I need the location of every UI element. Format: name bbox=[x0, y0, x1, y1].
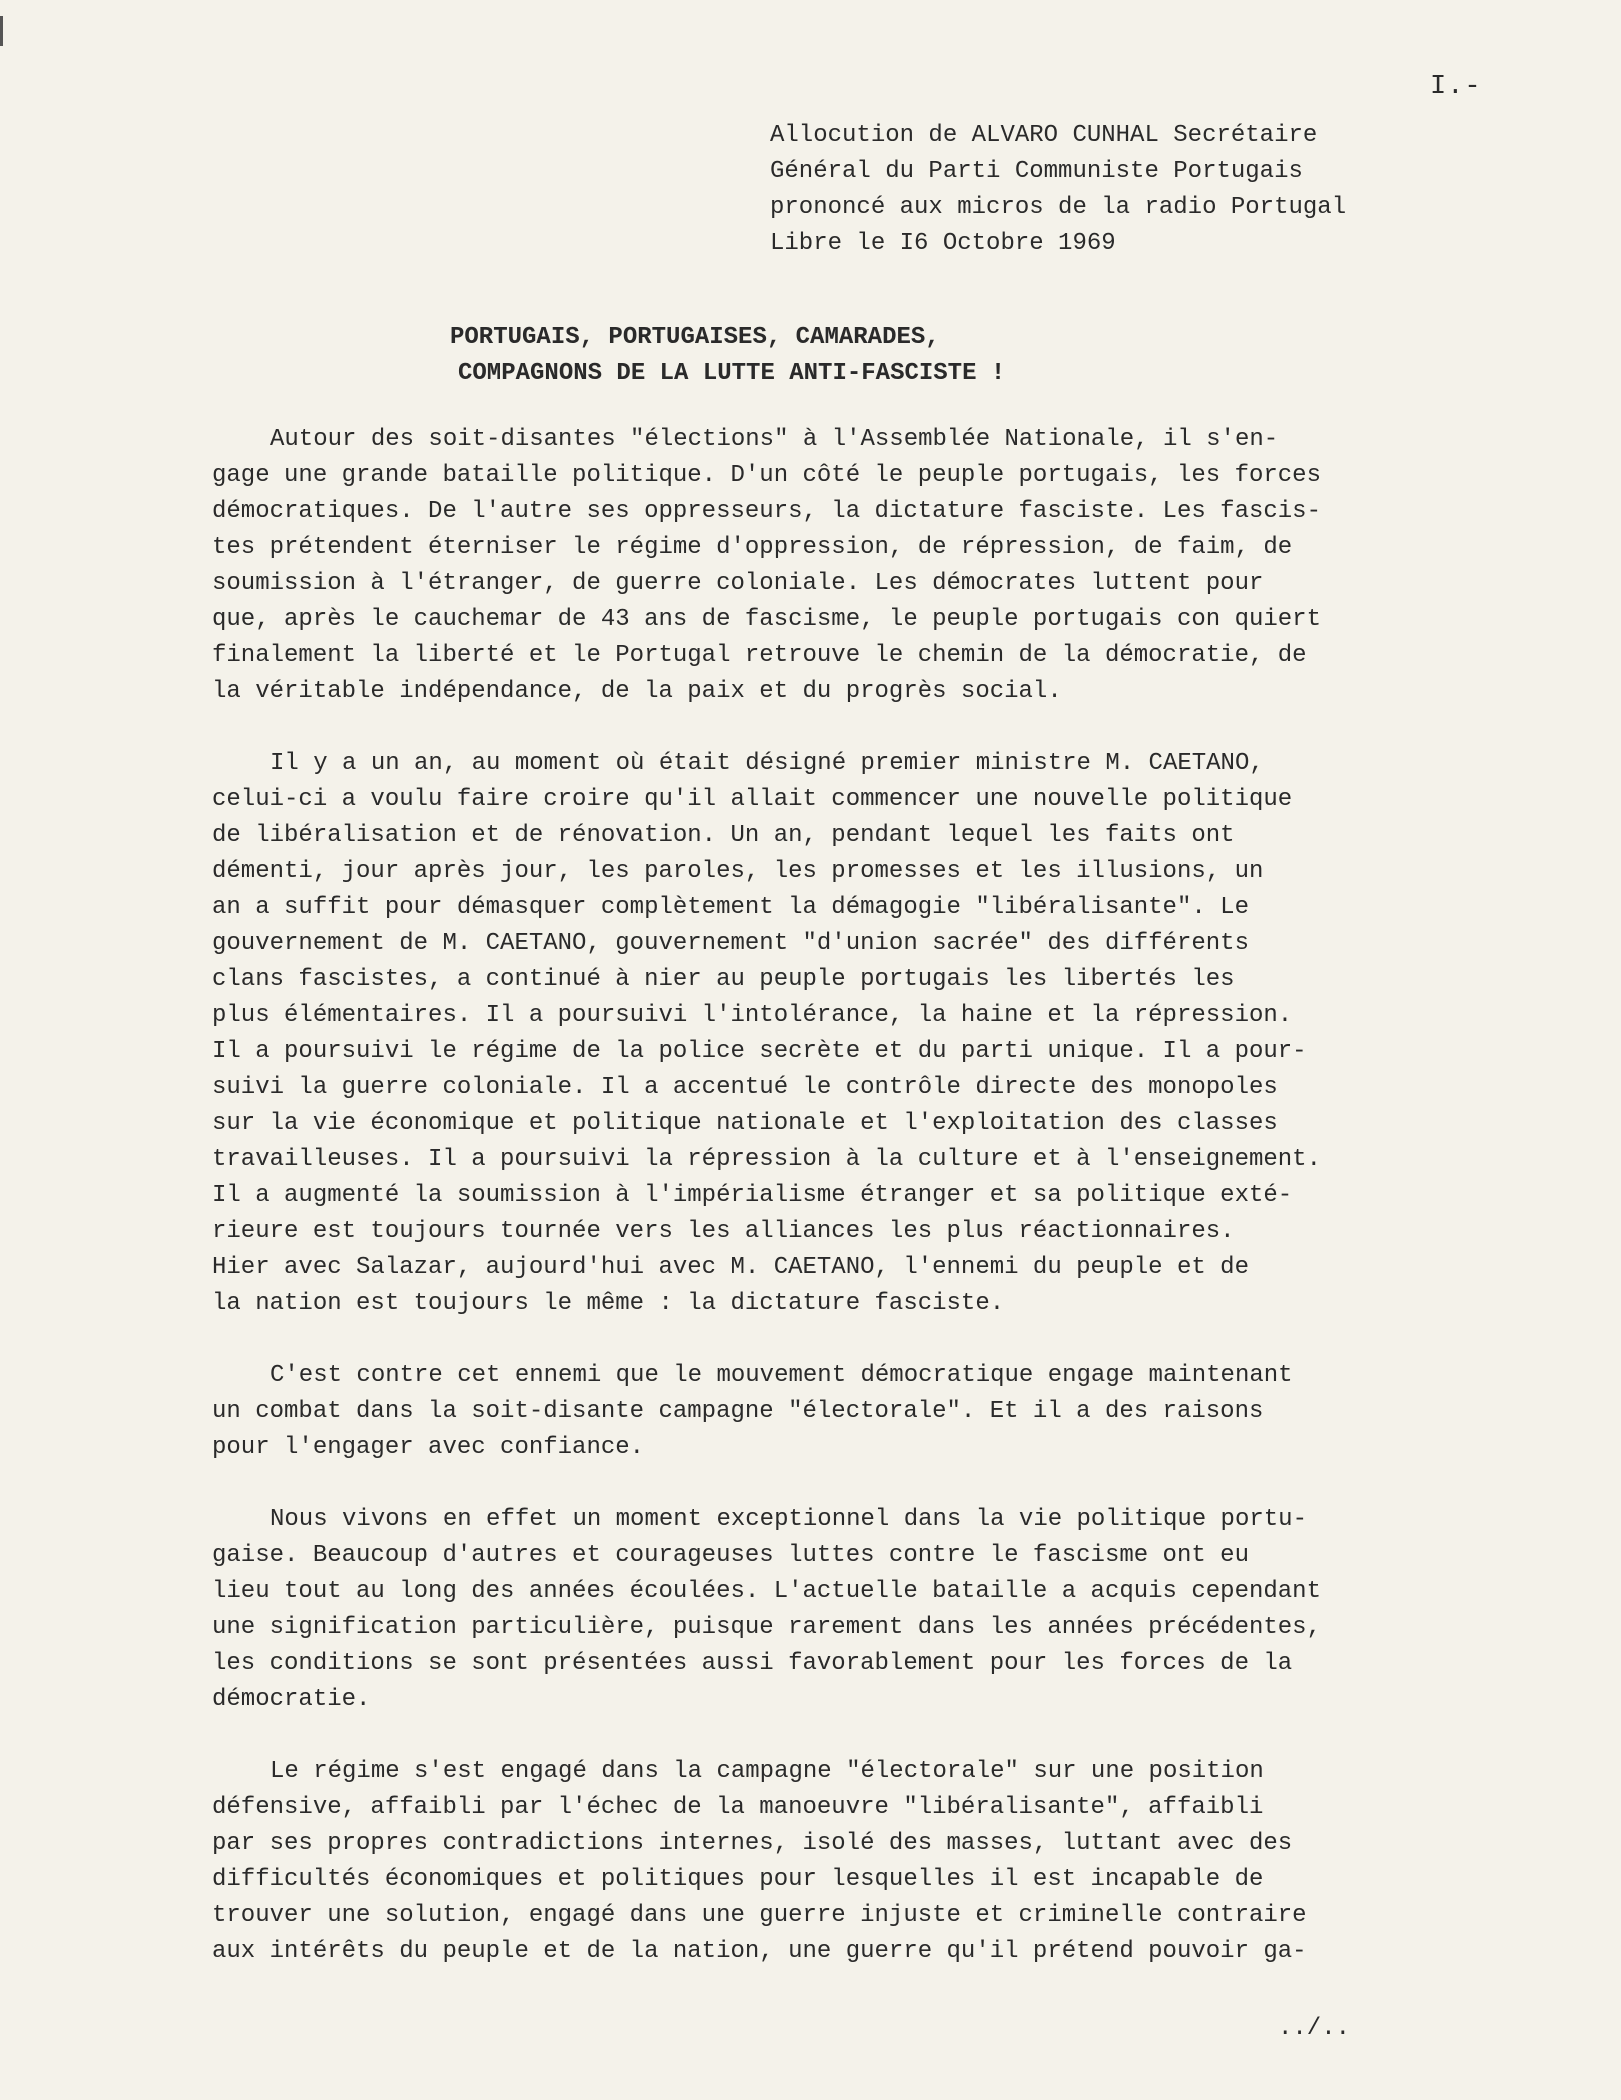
continuation-mark: ../.. bbox=[1278, 2015, 1351, 2042]
text-line: soumission à l'étranger, de guerre coloniale. Les démocrates luttent pour bbox=[212, 570, 1264, 597]
text-line: de libéralisation et de rénovation. Un an, pendant lequel les faits ont bbox=[212, 822, 1235, 849]
text-line: un combat dans la soit-disante campagne "électorale". Et il a des raisons bbox=[212, 1398, 1264, 1425]
text-line: celui-ci a voulu faire croire qu'il allait commencer une nouvelle politique bbox=[212, 786, 1293, 813]
text-line: plus élémentaires. Il a poursuivi l'intolérance, la haine et la répression. bbox=[212, 1002, 1293, 1029]
header-line: Libre le I6 Octobre 1969 bbox=[770, 230, 1116, 257]
paragraph bbox=[212, 422, 1452, 710]
paragraph bbox=[212, 746, 1452, 1322]
text-line: Il y a un an, au moment où était désigné premier ministre M. CAETANO, bbox=[270, 750, 1264, 777]
text-line: par ses propres contradictions internes, isolé des masses, luttant avec des bbox=[212, 1830, 1293, 1857]
text-line: pour l'engager avec confiance. bbox=[212, 1434, 645, 1461]
paragraph bbox=[212, 1358, 1452, 1466]
text-line: que, après le cauchemar de 43 ans de fascisme, le peuple portugais con quiert bbox=[212, 606, 1321, 633]
text-line: C'est contre cet ennemi que le mouvement démocratique engage maintenant bbox=[270, 1362, 1293, 1389]
text-line: Il a poursuivi le régime de la police secrète et du parti unique. Il a pour- bbox=[212, 1038, 1307, 1065]
text-line: finalement la liberté et le Portugal retrouve le chemin de la démocratie, de bbox=[212, 642, 1307, 669]
text-line: lieu tout au long des années écoulées. L'actuelle bataille a acquis cependant bbox=[212, 1578, 1321, 1605]
text-line: démenti, jour après jour, les paroles, les promesses et les illusions, un bbox=[212, 858, 1264, 885]
text-line: rieure est toujours tournée vers les alliances les plus réactionnaires. bbox=[212, 1218, 1235, 1245]
salutation-line: PORTUGAIS, PORTUGAISES, CAMARADES, bbox=[450, 324, 940, 351]
salutation bbox=[450, 320, 1350, 392]
text-line: Autour des soit-disantes "élections" à l'Assemblée Nationale, il s'en- bbox=[270, 426, 1279, 453]
text-line: Il a augmenté la soumission à l'impérialisme étranger et sa politique exté- bbox=[212, 1182, 1293, 1209]
text-line: démocratie. bbox=[212, 1686, 371, 1713]
text-line: clans fascistes, a continué à nier au peuple portugais les libertés les bbox=[212, 966, 1235, 993]
header-line: Allocution de ALVARO CUNHAL Secrétaire bbox=[770, 122, 1318, 149]
text-line: difficultés économiques et politiques pour lesquelles il est incapable de bbox=[212, 1866, 1264, 1893]
text-line: Nous vivons en effet un moment exceptionnel dans la vie politique portu- bbox=[270, 1506, 1307, 1533]
header-line: prononcé aux micros de la radio Portugal bbox=[770, 194, 1347, 221]
text-line: gouvernement de M. CAETANO, gouvernement "d'union sacrée" des différents bbox=[212, 930, 1249, 957]
text-line: la nation est toujours le même : la dictature fasciste. bbox=[212, 1290, 1005, 1317]
text-line: aux intérêts du peuple et de la nation, une guerre qu'il prétend pouvoir ga- bbox=[212, 1938, 1307, 1965]
text-line: une signification particulière, puisque rarement dans les années précédentes, bbox=[212, 1614, 1321, 1641]
text-line: an a suffit pour démasquer complètement la démagogie "libéralisante". Le bbox=[212, 894, 1249, 921]
text-line: défensive, affaibli par l'échec de la manoeuvre "libéralisante", affaibli bbox=[212, 1794, 1264, 1821]
text-line: tes prétendent éterniser le régime d'oppression, de répression, de faim, de bbox=[212, 534, 1293, 561]
edge-mark bbox=[0, 16, 3, 46]
text-line: les conditions se sont présentées aussi favorablement pour les forces de la bbox=[212, 1650, 1293, 1677]
body-text bbox=[212, 422, 1452, 2006]
text-line: travailleuses. Il a poursuivi la répression à la culture et à l'enseignement. bbox=[212, 1146, 1321, 1173]
text-line: sur la vie économique et politique nationale et l'exploitation des classes bbox=[212, 1110, 1278, 1137]
text-line: Le régime s'est engagé dans la campagne "électorale" sur une position bbox=[270, 1758, 1264, 1785]
text-line: trouver une solution, engagé dans une guerre injuste et criminelle contraire bbox=[212, 1902, 1307, 1929]
text-line: Hier avec Salazar, aujourd'hui avec M. CAETANO, l'ennemi du peuple et de bbox=[212, 1254, 1249, 1281]
text-line: gage une grande bataille politique. D'un côté le peuple portugais, les forces bbox=[212, 462, 1321, 489]
text-line: suivi la guerre coloniale. Il a accentué le contrôle directe des monopoles bbox=[212, 1074, 1278, 1101]
paragraph bbox=[212, 1754, 1452, 1970]
page-number: I.- bbox=[1430, 72, 1482, 102]
paragraph bbox=[212, 1502, 1452, 1718]
text-line: la véritable indépendance, de la paix et du progrès social. bbox=[212, 678, 1062, 705]
salutation-line: COMPAGNONS DE LA LUTTE ANTI-FASCISTE ! bbox=[458, 360, 1006, 387]
header-line: Général du Parti Communiste Portugais bbox=[770, 158, 1303, 185]
text-line: démocratiques. De l'autre ses oppresseurs, la dictature fasciste. Les fascis- bbox=[212, 498, 1321, 525]
text-line: gaise. Beaucoup d'autres et courageuses luttes contre le fascisme ont eu bbox=[212, 1542, 1249, 1569]
document-header bbox=[770, 118, 1490, 262]
